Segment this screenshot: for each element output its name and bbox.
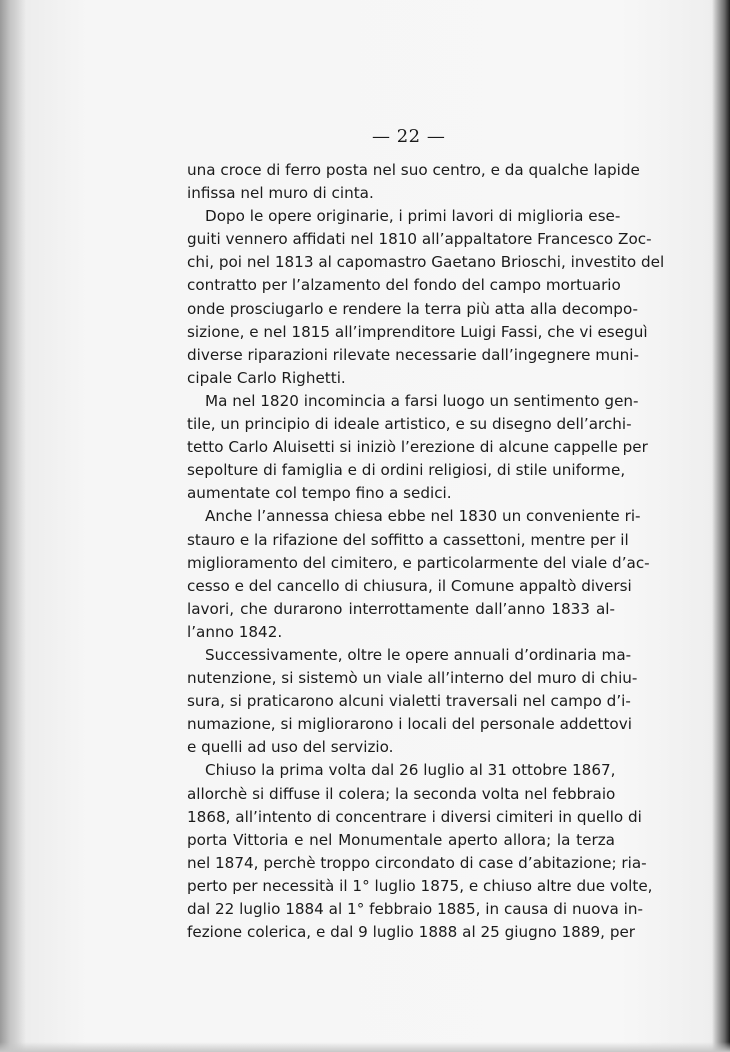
text-line: Chiuso la prima volta dal 26 luglio al 31 ottobre 1867, — [205, 761, 616, 780]
text-line: miglioramento del cimitero, e particolarmente del viale d’ac- — [187, 553, 650, 572]
body-text — [187, 159, 665, 944]
text-line: sizione, e nel 1815 all’imprenditore Luigi Fassi, che vi eseguì — [187, 322, 648, 341]
text-line: Ma nel 1820 incomincia a farsi luogo un sentimento gen- — [205, 391, 639, 410]
text-line: e quelli ad uso del servizio. — [187, 738, 394, 757]
text-line: fezione colerica, e dal 9 luglio 1888 al 25 giugno 1889, per — [187, 923, 636, 942]
text-line: dal 22 luglio 1884 al 1° febbraio 1885, in causa di nuova in- — [187, 900, 643, 918]
text-line: Dopo le opere originarie, i primi lavori di miglioria ese- — [205, 207, 621, 226]
text-line: Successivamente, oltre le opere annuali d’ordinaria ma- — [205, 645, 632, 664]
text-line: perto per necessità il 1° luglio 1875, e chiuso altre due volte, — [187, 876, 653, 895]
paragraph-1 — [187, 205, 665, 390]
text-line: Anche l’annessa chiesa ebbe nel 1830 un conveniente ri- — [205, 507, 641, 526]
text-line: aumentate col tempo fino a sedici. — [187, 484, 452, 503]
text-line: numazione, si migliorarono i locali del personale addettovi — [187, 715, 632, 734]
text-line: sura, si praticarono alcuni vialetti traversali nel campo d’i- — [187, 692, 631, 711]
page-left-shadow — [0, 0, 26, 1052]
text-line: sepolture di famiglia e di ordini religiosi, di stile uniforme, — [187, 461, 626, 480]
page-number: — 22 — — [372, 126, 446, 147]
paragraph-2 — [187, 390, 648, 505]
text-line: nutenzione, si sistemò un viale all’interno del muro di chiu- — [187, 669, 638, 688]
text-line: onde prosciugarlo e rendere la terra più atta alla decompo- — [187, 299, 638, 318]
paragraph-3 — [187, 505, 650, 644]
text-line: lavori, che durarono interrottamente dall’anno 1833 al- — [187, 599, 615, 618]
paragraph-5 — [187, 759, 653, 944]
text-line: porta Vittoria e nel Monumentale aperto allora; la terza — [187, 830, 615, 849]
text-line: nel 1874, perchè troppo circondato di case d’abitazione; ria- — [187, 853, 647, 872]
text-line: chi, poi nel 1813 al capomastro Gaetano Brioschi, investito del — [187, 253, 665, 272]
text-line: 1868, all’intento di concentrare i diversi cimiteri in quello di — [187, 807, 642, 826]
paragraph-0 — [187, 159, 640, 205]
text-line: l’anno 1842. — [187, 622, 283, 641]
text-line: cesso e del cancello di chiusura, il Comune appaltò diversi — [187, 576, 632, 595]
page-bottom-shadow — [0, 1042, 730, 1052]
text-line: una croce di ferro posta nel suo centro, e da qualche lapide — [187, 161, 640, 179]
text-line: cipale Carlo Righetti. — [187, 368, 346, 387]
text-line: diverse riparazioni rilevate necessarie dall’ingegnere muni- — [187, 345, 639, 364]
page-right-shadow — [712, 0, 730, 1052]
text-line: allorchè si diffuse il colera; la seconda volta nel febbraio — [187, 784, 616, 803]
text-line: infissa nel muro di cinta. — [187, 184, 374, 203]
text-line: guiti vennero affidati nel 1810 all’appaltatore Francesco Zoc- — [187, 230, 652, 249]
text-line: tetto Carlo Aluisetti si iniziò l’erezione di alcune cappelle per — [187, 438, 648, 457]
paragraph-4 — [187, 644, 638, 759]
text-line: stauro e la rifazione del soffitto a cassettoni, mentre per il — [187, 530, 629, 549]
text-line: contratto per l’alzamento del fondo del campo mortuario — [187, 276, 621, 295]
text-line: tile, un principio di ideale artistico, e su disegno dell’archi- — [187, 415, 632, 434]
